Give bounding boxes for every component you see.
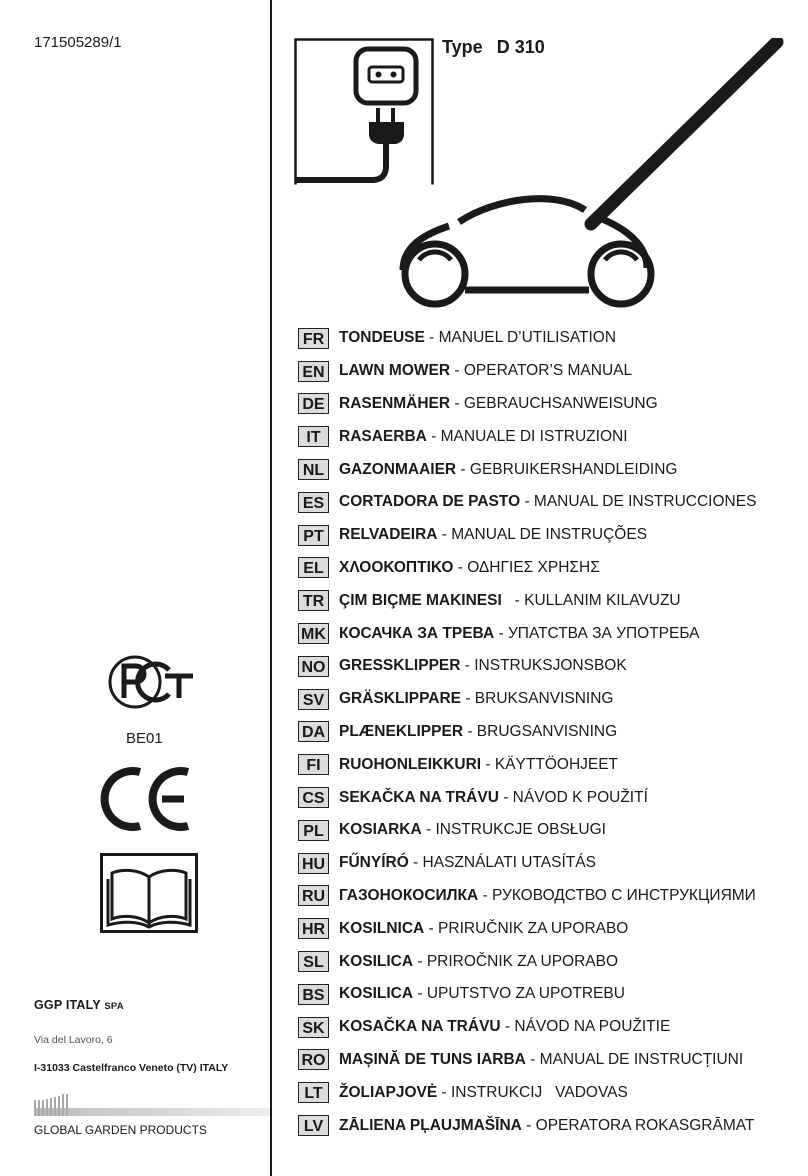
manual-title: UPUTSTVO ZA UPOTREBU: [426, 985, 625, 1003]
language-row-cs: CS SEKAČKA NA TRÁVU - NÁVOD K POUŽITÍ: [298, 781, 798, 814]
language-row-fr: FR TONDEUSE - MANUEL D’UTILISATION: [298, 322, 798, 355]
language-row-pl: PL KOSIARKA - INSTRUKCJE OBSŁUGI: [298, 814, 798, 847]
ce-mark-icon: [100, 766, 192, 832]
manual-title: РУКОВОДСТВО С ИНСТРУКЦИЯМИ: [491, 886, 756, 904]
product-name: RELVADEIRA: [339, 526, 438, 544]
product-name: ZĀLIENA PĻAUJMAŠĪNA: [339, 1116, 522, 1134]
manual-title: INSTRUKSJONSBOK: [474, 657, 627, 675]
language-row-lv: LV ZĀLIENA PĻAUJMAŠĪNA - OPERATORA ROKASGRĀMAT: [298, 1109, 798, 1142]
language-row-en: EN LAWN MOWER - OPERATOR’S MANUAL: [298, 355, 798, 388]
brand-name: GLOBAL GARDEN PRODUCTS: [34, 1123, 207, 1137]
language-code: RO: [298, 1049, 329, 1070]
language-list: [298, 322, 798, 1142]
manual-title: ΟΔΗΓΙΕΣ ΧΡΗΣΗΣ: [467, 558, 600, 576]
product-name: ГАЗОНОКОСИЛКА: [339, 886, 479, 904]
language-row-el: EL ΧΛΟΟΚΟΠΤΙΚΟ - ΟΔΗΓΙΕΣ ΧΡΗΣΗΣ: [298, 552, 798, 585]
product-name: KOSILNICA: [339, 919, 425, 937]
manual-title: GEBRAUCHSANWEISUNG: [463, 394, 658, 412]
company-name: GGP ITALY SPA: [34, 998, 124, 1012]
language-code: PT: [298, 525, 329, 546]
ggp-logo-stripes: [34, 1094, 270, 1118]
gost-r-mark-icon: [107, 652, 199, 712]
manual-title: NÁVOD NA POUŽITIE: [514, 1018, 671, 1036]
manual-title: HASZNÁLATI UTASÍTÁS: [422, 854, 596, 872]
vertical-divider: [270, 0, 272, 1176]
language-code: MK: [298, 623, 329, 644]
product-name: KOSILICA: [339, 985, 414, 1003]
product-name: MAȘINĂ DE TUNS IARBA: [339, 1050, 526, 1068]
language-row-hr: HR KOSILNICA - PRIRUČNIK ZA UPORABO: [298, 912, 798, 945]
language-code: PL: [298, 820, 329, 841]
manual-title: PRIROČNIK ZA UPORABO: [426, 952, 619, 970]
language-row-sk: SK KOSAČKA NA TRÁVU - NÁVOD NA POUŽITIE: [298, 1011, 798, 1044]
manual-title: OPERATORA ROKASGRĀMAT: [535, 1116, 755, 1134]
language-code: SL: [298, 951, 329, 972]
manual-title: INSTRUKCJE OBSŁUGI: [435, 821, 606, 839]
language-code: FR: [298, 328, 329, 349]
manual-title: MANUAL DE INSTRUCȚIUNI: [539, 1050, 744, 1068]
manual-title: УПАТСТВА ЗА УПОТРЕБА: [507, 624, 700, 642]
language-code: NO: [298, 656, 329, 677]
model-type-label: Type D 310: [442, 37, 545, 57]
language-row-tr: TR ÇIM BIÇME MAKINESI - KULLANIM KILAVUZU: [298, 584, 798, 617]
manual-title: MANUAL DE INSTRUCCIONES: [533, 493, 757, 511]
language-code: SV: [298, 689, 329, 710]
language-row-no: NO GRESSKLIPPER - INSTRUKSJONSBOK: [298, 650, 798, 683]
product-name: ΧΛΟΟΚΟΠΤΙΚΟ: [339, 558, 454, 576]
manual-title: BRUKSANVISNING: [474, 690, 614, 708]
manual-title: MANUEL D’UTILISATION: [438, 329, 617, 347]
product-name: FŰNYÍRÓ: [339, 854, 409, 872]
product-name: CORTADORA DE PASTO: [339, 493, 521, 511]
language-row-nl: NL GAZONMAAIER - GEBRUIKERSHANDLEIDING: [298, 453, 798, 486]
product-name: SEKAČKA NA TRÁVU: [339, 788, 499, 806]
certification-code: BE01: [126, 730, 163, 747]
language-row-hu: HU FŰNYÍRÓ - HASZNÁLATI UTASÍTÁS: [298, 847, 798, 880]
language-code: BS: [298, 984, 329, 1005]
language-row-mk: MK КОСАЧКА ЗА ТРЕВА - УПАТСТВА ЗА УПОТРЕБА: [298, 617, 798, 650]
document-number: 171505289/1: [34, 34, 122, 51]
language-code: DA: [298, 721, 329, 742]
company-address-line2: I-31033 Castelfranco Veneto (TV) ITALY: [34, 1062, 229, 1074]
language-row-it: IT RASAERBA - MANUALE DI ISTRUZIONI: [298, 420, 798, 453]
language-row-fi: FI RUOHONLEIKKURI - KÄYTTÖOHJEET: [298, 748, 798, 781]
manual-title: KÄYTTÖOHJEET: [494, 755, 619, 773]
company-address-line1: Via del Lavoro, 6: [34, 1034, 113, 1046]
manual-title: BRUGSANVISNING: [476, 722, 618, 740]
lawn-mower-icon: [385, 38, 785, 318]
product-name: KOSIARKA: [339, 821, 422, 839]
language-code: NL: [298, 459, 329, 480]
language-row-bs: BS KOSILICA - UPUTSTVO ZA UPOTREBU: [298, 978, 798, 1011]
manual-title: NÁVOD K POUŽITÍ: [512, 788, 648, 806]
manual-title: GEBRUIKERSHANDLEIDING: [469, 460, 678, 478]
product-name: GRÄSKLIPPARE: [339, 690, 462, 708]
product-name: PLÆNEKLIPPER: [339, 722, 464, 740]
language-code: HR: [298, 918, 329, 939]
language-code: RU: [298, 885, 329, 906]
language-code: TR: [298, 590, 329, 611]
product-name: KOSILICA: [339, 952, 414, 970]
language-code: LT: [298, 1082, 329, 1103]
manual-title: KULLANIM KILAVUZU: [524, 591, 681, 609]
language-row-es: ES CORTADORA DE PASTO - MANUAL DE INSTRUCCIONES: [298, 486, 798, 519]
product-name: ŽOLIAPJOVĖ: [339, 1083, 438, 1101]
product-name: KOSAČKA NA TRÁVU: [339, 1018, 501, 1036]
manual-title: MANUAL DE INSTRUÇÕES: [451, 526, 648, 544]
product-name: RASAERBA: [339, 427, 427, 445]
language-row-ru: RU ГАЗОНОКОСИЛКА - РУКОВОДСТВО С ИНСТРУКЦИЯМИ: [298, 880, 798, 913]
language-code: SK: [298, 1017, 329, 1038]
language-code: EL: [298, 557, 329, 578]
product-name: GRESSKLIPPER: [339, 657, 461, 675]
language-code: DE: [298, 393, 329, 414]
language-code: HU: [298, 853, 329, 874]
language-code: FI: [298, 754, 329, 775]
language-row-ro: RO MAȘINĂ DE TUNS IARBA - MANUAL DE INSTRUCȚIUNI: [298, 1044, 798, 1077]
language-row-pt: PT RELVADEIRA - MANUAL DE INSTRUÇÕES: [298, 519, 798, 552]
language-row-sv: SV GRÄSKLIPPARE - BRUKSANVISNING: [298, 683, 798, 716]
manual-title: INSTRUKCIJ VADOVAS: [450, 1083, 628, 1101]
language-code: IT: [298, 426, 329, 447]
manual-title: OPERATOR’S MANUAL: [463, 362, 633, 380]
product-name: TONDEUSE: [339, 329, 425, 347]
language-code: EN: [298, 361, 329, 382]
manual-title: PRIRUČNIK ZA UPORABO: [438, 919, 629, 937]
language-code: ES: [298, 492, 329, 513]
language-row-da: DA PLÆNEKLIPPER - BRUGSANVISNING: [298, 716, 798, 749]
product-name: GAZONMAAIER: [339, 460, 457, 478]
product-name: ÇIM BIÇME MAKINESI: [339, 591, 502, 609]
language-code: CS: [298, 787, 329, 808]
product-name: КОСАЧКА ЗА ТРЕВА: [339, 624, 495, 642]
language-code: LV: [298, 1115, 329, 1136]
product-name: LAWN MOWER: [339, 362, 451, 380]
product-name: RASENMÄHER: [339, 394, 451, 412]
language-row-lt: LT ŽOLIAPJOVĖ - INSTRUKCIJ VADOVAS: [298, 1076, 798, 1109]
product-name: RUOHONLEIKKURI: [339, 755, 482, 773]
manual-book-icon: [100, 853, 198, 933]
language-row-de: DE RASENMÄHER - GEBRAUCHSANWEISUNG: [298, 388, 798, 421]
manual-title: MANUALE DI ISTRUZIONI: [440, 427, 628, 445]
language-row-sl: SL KOSILICA - PRIROČNIK ZA UPORABO: [298, 945, 798, 978]
